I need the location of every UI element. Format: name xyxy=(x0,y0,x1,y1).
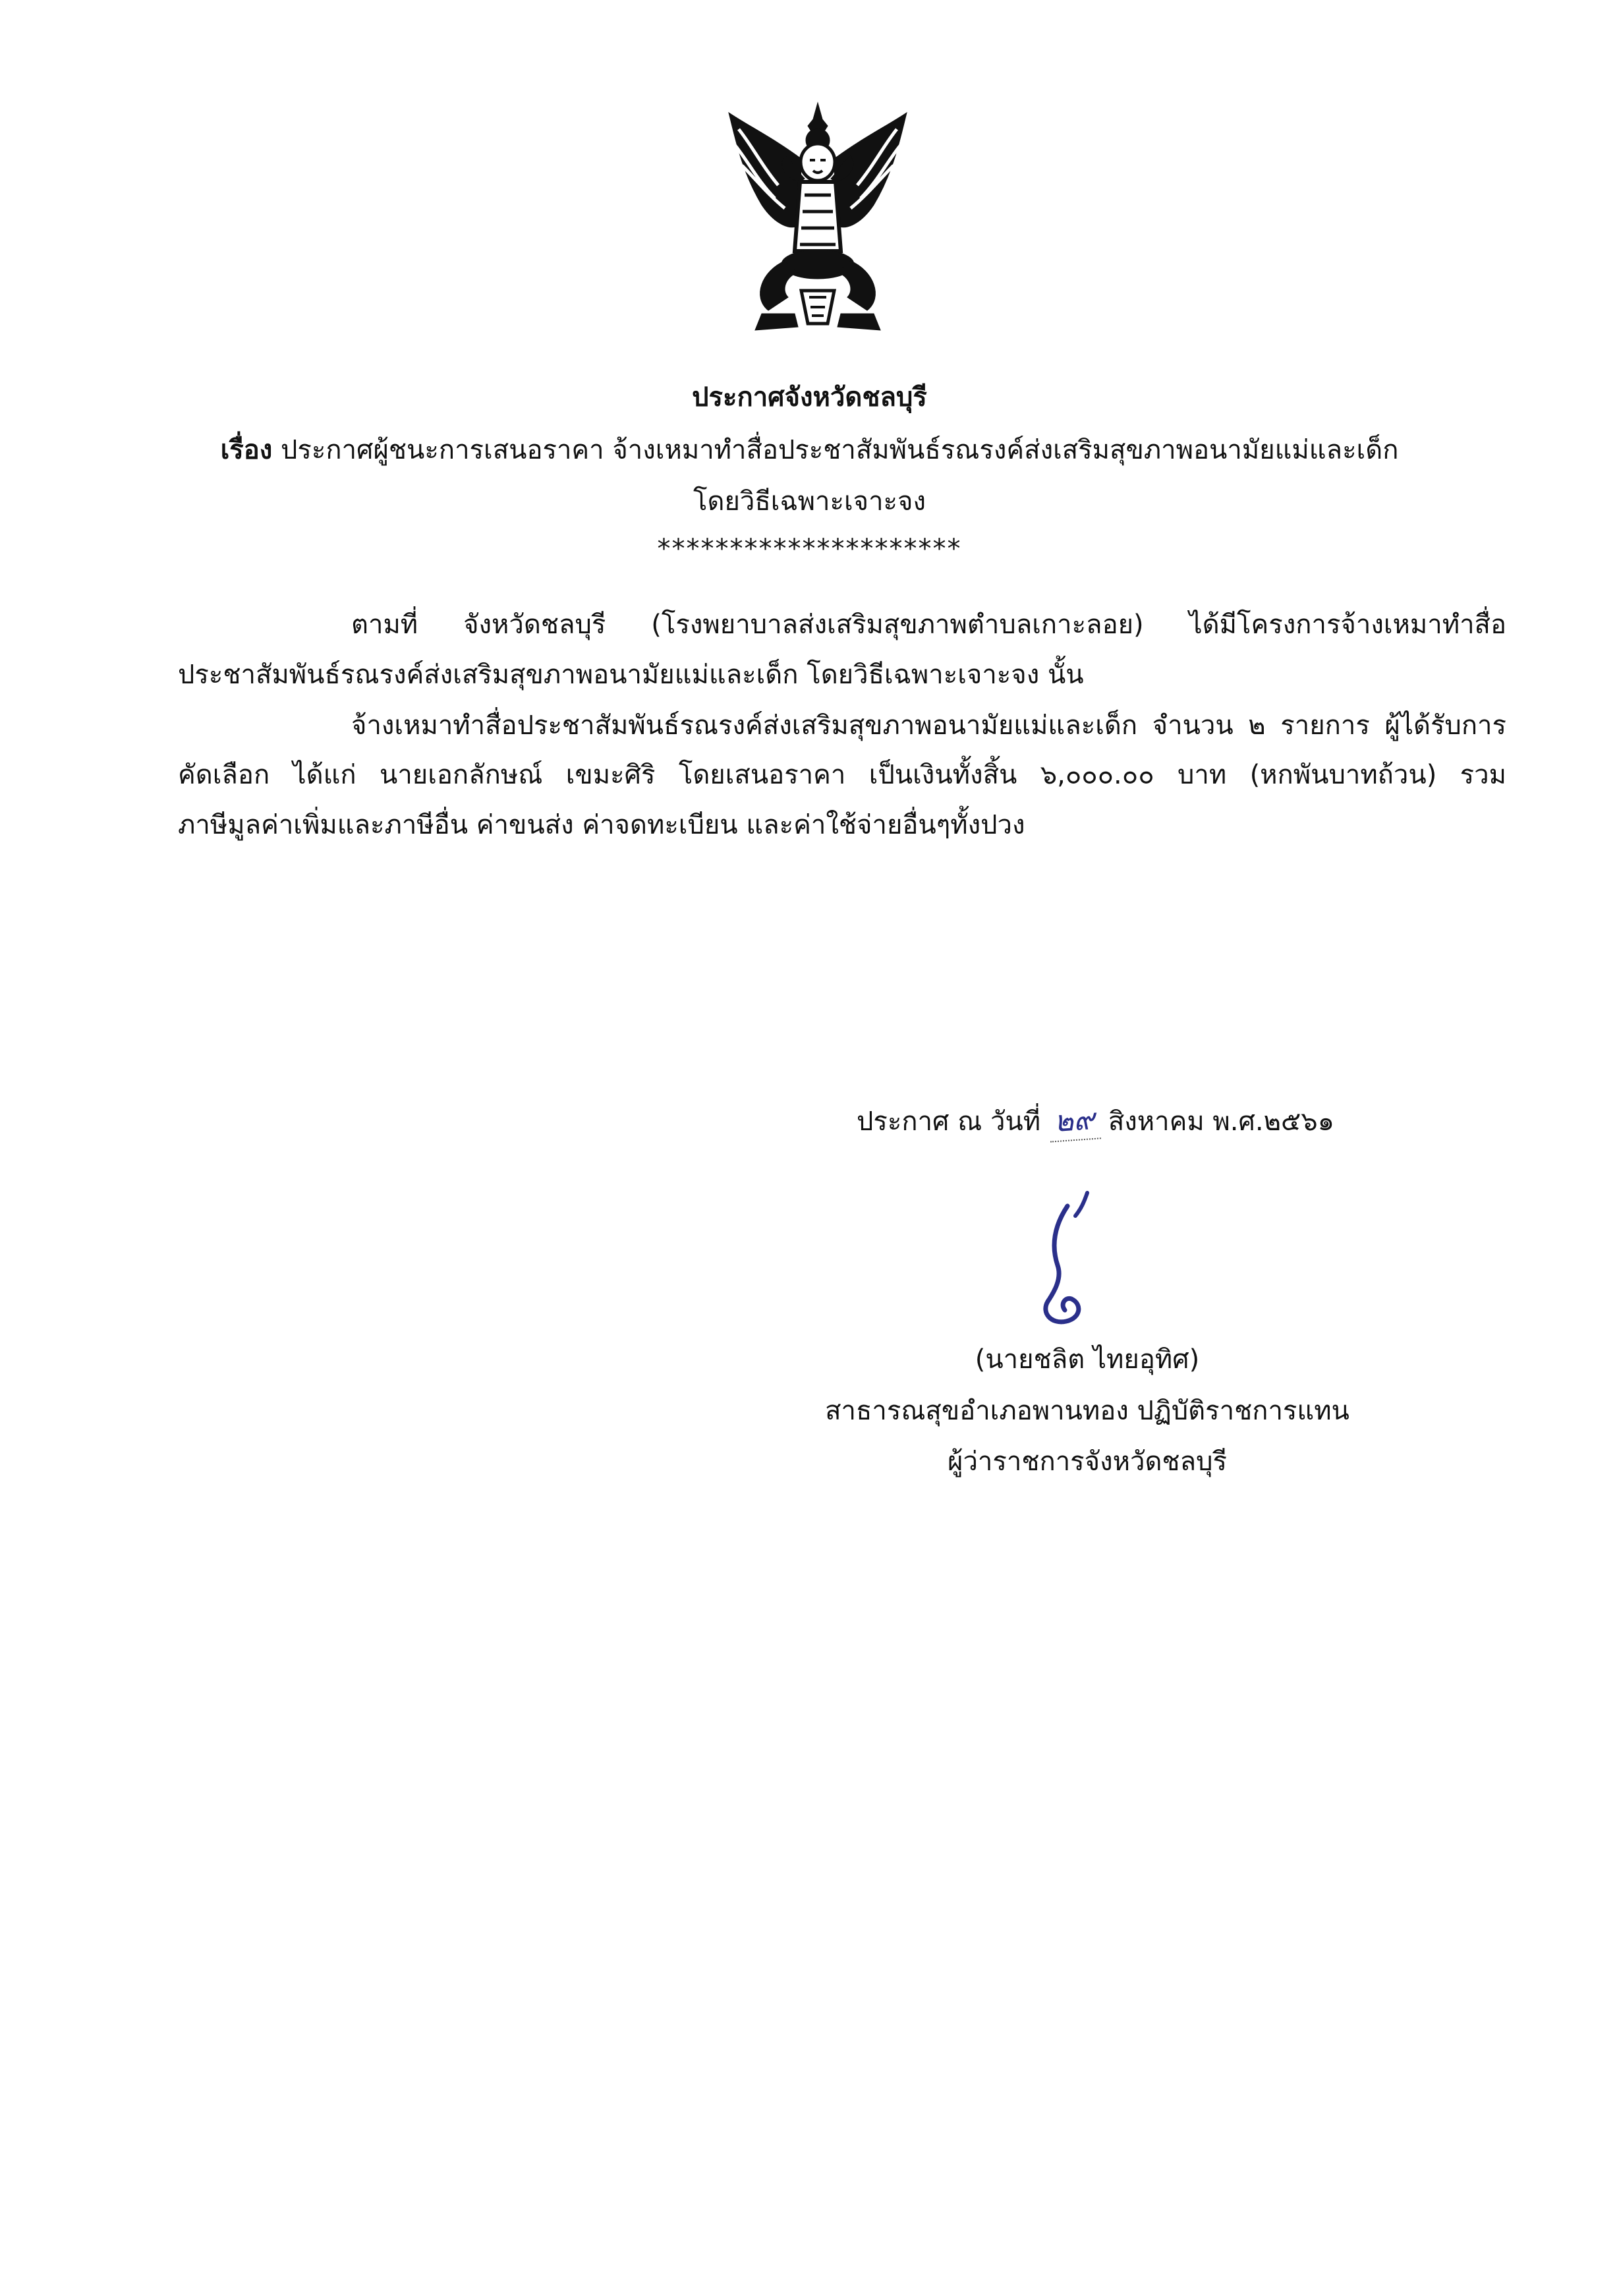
subject-label: เรื่อง xyxy=(220,435,273,465)
subject-text: ประกาศผู้ชนะการเสนอราคา จ้างเหมาทำสื่อประชาสัมพันธ์รณรงค์ส่งเสริมสุขภาพอนามัยแม่และเด็ก xyxy=(281,435,1399,465)
announcement-date xyxy=(857,1103,1334,1141)
paragraph-2-line-2: คัดเลือก ได้แก่ นายเอกลักษณ์ เขมะศิริ โดยเสนอราคา เป็นเงินทั้งสิ้น ๖,๐๐๐.๐๐ บาท (หกพันบาทถ้วน) รวม xyxy=(178,760,1506,790)
signatory-position-2: ผู้ว่าราชการจังหวัดชลบุรี xyxy=(948,1447,1227,1477)
date-prefix: ประกาศ ณ วันที่ xyxy=(857,1106,1041,1137)
garuda-emblem-icon xyxy=(722,100,913,339)
announcement-title: ประกาศจังหวัดชลบุรี xyxy=(692,382,927,413)
paragraph-1-line-1: ตามที่ จังหวัดชลบุรี (โรงพยาบาลส่งเสริมสุขภาพตำบลเกาะลอย) ได้มีโครงการจ้างเหมาทำสื่อ xyxy=(351,610,1506,640)
paragraph-2-line-1: จ้างเหมาทำสื่อประชาสัมพันธ์รณรงค์ส่งเสริมสุขภาพอนามัยแม่และเด็ก จำนวน ๒ รายการ ผู้ได้รับการ xyxy=(351,710,1506,741)
paragraph-2-line-3: ภาษีมูลค่าเพิ่มและภาษีอื่น ค่าขนส่ง ค่าจดทะเบียน และค่าใช้จ่ายอื่นๆทั้งปวง xyxy=(178,810,1025,840)
separator: ********************* xyxy=(657,534,962,564)
signatory-name: (นายชลิต ไทยอุทิศ) xyxy=(975,1344,1200,1375)
signature-image xyxy=(988,1186,1140,1338)
paragraph-1-line-2: ประชาสัมพันธ์รณรงค์ส่งเสริมสุขภาพอนามัยแม่และเด็ก โดยวิธีเฉพาะเจาะจง นั้น xyxy=(178,660,1084,690)
handwritten-day: ๒๙ xyxy=(1048,1101,1101,1142)
signatory-position: สาธารณสุขอำเภอพานทอง ปฏิบัติราชการแทน xyxy=(825,1396,1349,1426)
date-suffix: สิงหาคม พ.ศ.๒๕๖๑ xyxy=(1108,1106,1335,1137)
subject-line-2: โดยวิธีเฉพาะเจาะจง xyxy=(693,486,926,517)
subject-line xyxy=(0,432,1619,469)
